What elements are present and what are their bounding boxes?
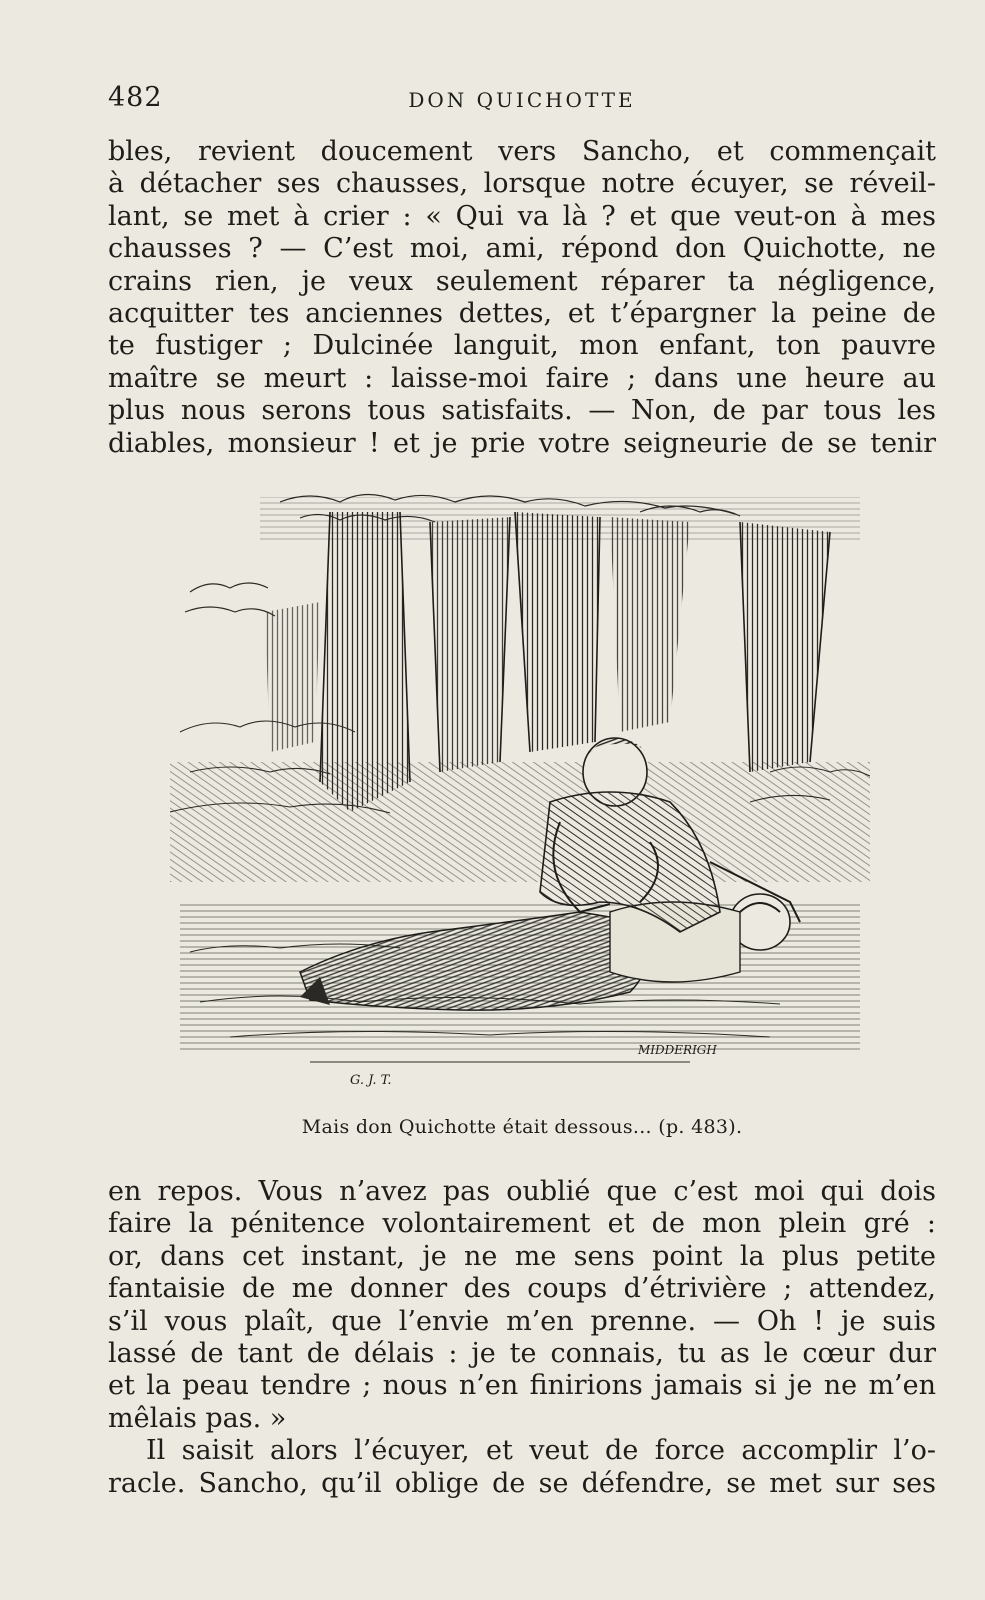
text-line: diables, monsieur ! et je prie votre seigneurie de se tenir [108, 427, 936, 459]
text-line: te fustiger ; Dulcinée languit, mon enfant, ton pauvre [108, 330, 936, 362]
text-line: plus nous serons tous satisfaits. — Non, de par tous les [108, 395, 936, 427]
running-title: DON QUICHOTTE [408, 88, 636, 112]
text-line: chausses ? — C’est moi, ami, répond don Quichotte, ne [108, 233, 936, 265]
text-line: crains rien, je veux seulement réparer ta négligence, [108, 265, 936, 297]
page-number: 482 [108, 82, 163, 113]
text-line: maître se meurt : laisse-moi faire ; dans une heure au [108, 362, 936, 394]
page-header [108, 82, 936, 118]
engraving-drawing [170, 482, 870, 1102]
text-line: bles, revient doucement vers Sancho, et commençait [108, 136, 936, 167]
text-line: fantaisie de me donner des coups d’étrivière ; attendez, [108, 1273, 936, 1305]
text-line: lassé de tant de délais : je te connais, tu as le cœur dur [108, 1337, 936, 1369]
text-line: acquitter tes anciennes dettes, et t’épargner la peine de [108, 297, 936, 329]
text-line: faire la pénitence volontairement et de mon plein gré : [108, 1208, 936, 1240]
text-line: racle. Sancho, qu’il oblige de se défendre, se met sur ses [108, 1467, 936, 1499]
engraver-signature-left: G. J. T. [350, 1073, 392, 1088]
text-line: lant, se met à crier : « Qui va là ? et que veut-on à mes [108, 200, 936, 232]
text-line: en repos. Vous n’avez pas oublié que c’est moi qui dois [108, 1176, 936, 1207]
illustration-caption: Mais don Quichotte était dessous... (p. 483). [301, 1116, 743, 1138]
text-line: et la peau tendre ; nous n’en finirions jamais si je ne m’en [108, 1370, 936, 1402]
upper-paragraph [108, 136, 936, 460]
text-line: mêlais pas. » [108, 1402, 287, 1434]
lower-paragraph [108, 1176, 936, 1500]
text-line: à détacher ses chausses, lorsque notre écuyer, se réveil- [108, 168, 936, 200]
text-line: Il saisit alors l’écuyer, et veut de force accomplir l’o- [146, 1435, 936, 1467]
text-line: or, dans cet instant, je ne me sens point la plus petite [108, 1240, 936, 1272]
engraver-signature-right: MIDDERIGH [638, 1043, 717, 1057]
engraving-illustration [170, 482, 870, 1102]
text-line: s’il vous plaît, que l’envie m’en prenne. — Oh ! je suis [108, 1305, 936, 1337]
